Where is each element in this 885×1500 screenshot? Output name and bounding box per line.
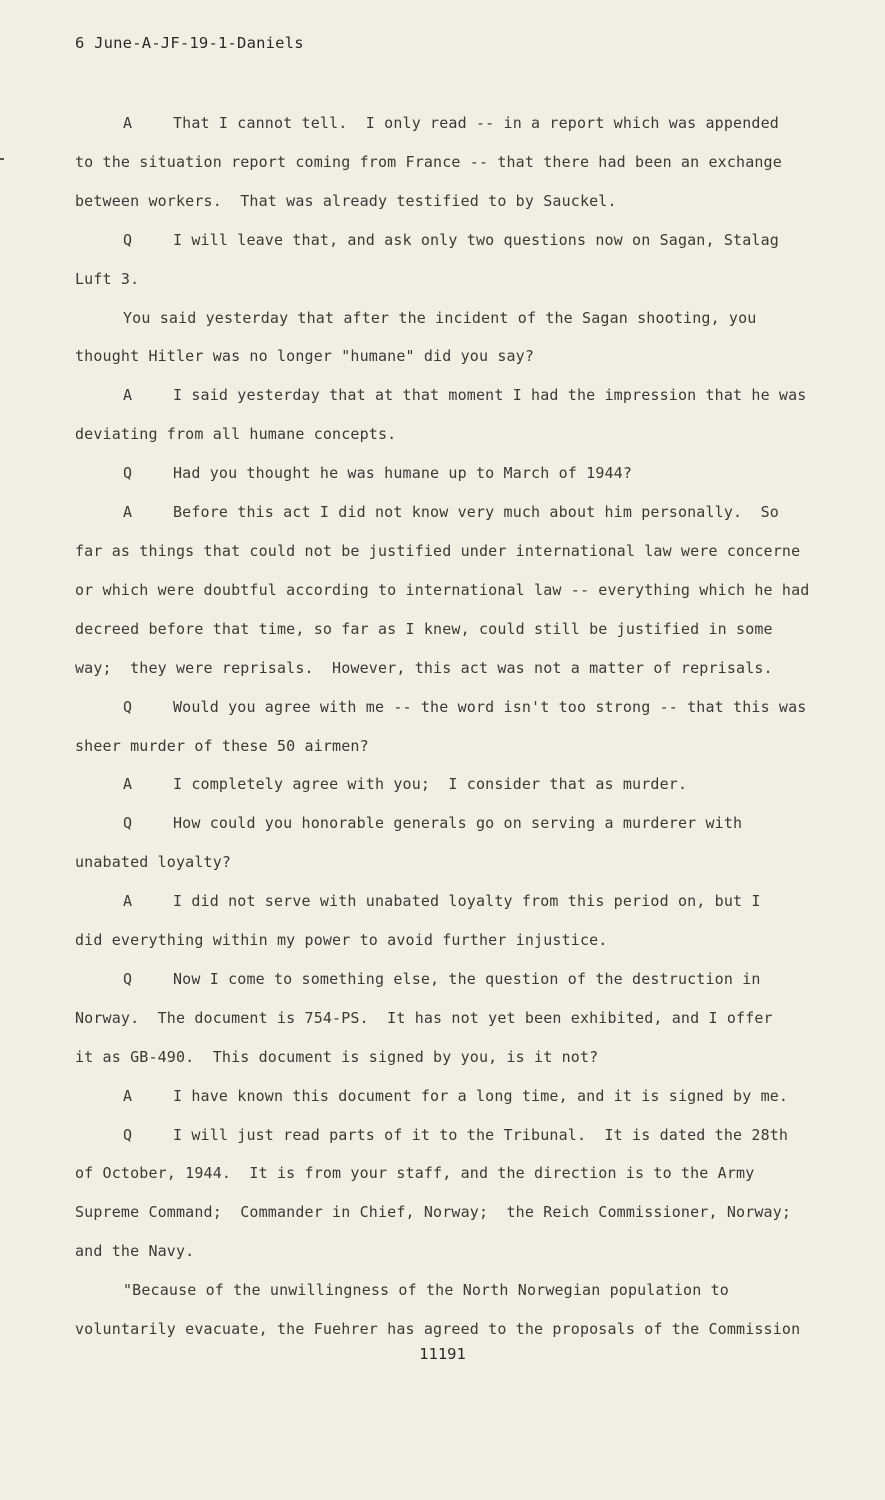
transcript-line [75, 610, 845, 649]
transcript-line [75, 532, 845, 571]
line-text: to the situation report coming from France -- that there had been an exchange [75, 152, 782, 171]
line-text: Norway. The document is 754-PS. It has not yet been exhibited, and I offer [75, 1008, 773, 1027]
line-text: Would you agree with me -- the word isn't too strong -- that this was [173, 697, 807, 716]
line-text: way; they were reprisals. However, this act was not a matter of reprisals. [75, 658, 773, 677]
transcript-line [75, 882, 845, 921]
page-header: 6 June-A-JF-19-1-Daniels [75, 34, 304, 52]
transcript-line [75, 765, 845, 804]
line-text: it as GB-490. This document is signed by you, is it not? [75, 1047, 599, 1066]
transcript-line [75, 804, 845, 843]
transcript-line [75, 1038, 845, 1077]
speaker-label: A [123, 503, 133, 522]
transcript-line [75, 104, 845, 143]
page-number: 11191 [419, 1345, 466, 1363]
transcript-line [75, 1232, 845, 1271]
transcript-line [75, 260, 845, 299]
speaker-label: A [123, 386, 133, 405]
speaker-label: Q [123, 814, 133, 833]
transcript-line [75, 649, 845, 688]
speaker-label: Q [123, 230, 133, 249]
line-text: thought Hitler was no longer "humane" did you say? [75, 347, 535, 366]
line-text: unabated loyalty? [75, 853, 232, 872]
line-text: Now I come to something else, the question of the destruction in [173, 969, 761, 988]
transcript-body [75, 104, 845, 1349]
line-text: Supreme Command; Commander in Chief, Norway; the Reich Commissioner, Norway; [75, 1203, 792, 1222]
line-text: voluntarily evacuate, the Fuehrer has agreed to the proposals of the Commission [75, 1320, 801, 1339]
line-text: Luft 3. [75, 269, 140, 288]
line-text: I completely agree with you; I consider that as murder. [173, 775, 688, 794]
transcript-line [75, 1193, 845, 1232]
speaker-label: Q [123, 464, 133, 483]
line-text: I will leave that, and ask only two questions now on Sagan, Stalag [173, 230, 779, 249]
transcript-line [75, 1310, 845, 1349]
line-text: You said yesterday that after the incident of the Sagan shooting, you [123, 308, 757, 327]
transcript-line [75, 571, 845, 610]
line-text: did everything within my power to avoid further injustice. [75, 931, 608, 950]
speaker-label: Q [123, 697, 133, 716]
line-text: "Because of the unwillingness of the North Norwegian population to [123, 1281, 729, 1300]
speaker-label: A [123, 1086, 133, 1105]
transcript-line [75, 688, 845, 727]
line-text: How could you honorable generals go on serving a murderer with [173, 814, 743, 833]
transcript-line [75, 960, 845, 999]
transcript-line [75, 727, 845, 766]
line-text: I have known this document for a long time, and it is signed by me. [173, 1086, 789, 1105]
transcript-line [75, 1116, 845, 1155]
transcript-line [75, 299, 845, 338]
transcript-line [75, 493, 845, 532]
transcript-line [75, 221, 845, 260]
line-text: between workers. That was already testified to by Sauckel. [75, 191, 617, 210]
speaker-label: A [123, 775, 133, 794]
transcript-line [75, 1077, 845, 1116]
transcript-line [75, 415, 845, 454]
speaker-label: A [123, 114, 133, 132]
transcript-line [75, 843, 845, 882]
transcript-line [75, 1271, 845, 1310]
line-text: of October, 1944. It is from your staff, and the direction is to the Army [75, 1164, 755, 1183]
transcript-line [75, 376, 845, 415]
line-text: I said yesterday that at that moment I had the impression that he was [173, 386, 807, 405]
line-text: far as things that could not be justified under international law were concerne [75, 541, 801, 560]
line-text: I did not serve with unabated loyalty from this period on, but I [173, 892, 761, 911]
transcript-line [75, 143, 845, 182]
transcript-line [75, 182, 845, 221]
line-text: deviating from all humane concepts. [75, 425, 397, 444]
transcript-line [75, 1154, 845, 1193]
line-text: decreed before that time, so far as I knew, could still be justified in some [75, 619, 773, 638]
line-text: That I cannot tell. I only read -- in a report which was appended [173, 114, 779, 132]
transcript-line [75, 921, 845, 960]
margin-mark [0, 158, 4, 160]
transcript-line [75, 454, 845, 493]
line-text: I will just read parts of it to the Tribunal. It is dated the 28th [173, 1125, 789, 1144]
line-text: or which were doubtful according to international law -- everything which he had [75, 580, 810, 599]
transcript-line [75, 337, 845, 376]
transcript-line [75, 999, 845, 1038]
speaker-label: A [123, 892, 133, 911]
line-text: Before this act I did not know very much about him personally. So [173, 503, 779, 522]
line-text: and the Navy. [75, 1242, 195, 1261]
line-text: Had you thought he was humane up to March of 1944? [173, 464, 633, 483]
line-text: sheer murder of these 50 airmen? [75, 736, 369, 755]
speaker-label: Q [123, 1125, 133, 1144]
speaker-label: Q [123, 969, 133, 988]
